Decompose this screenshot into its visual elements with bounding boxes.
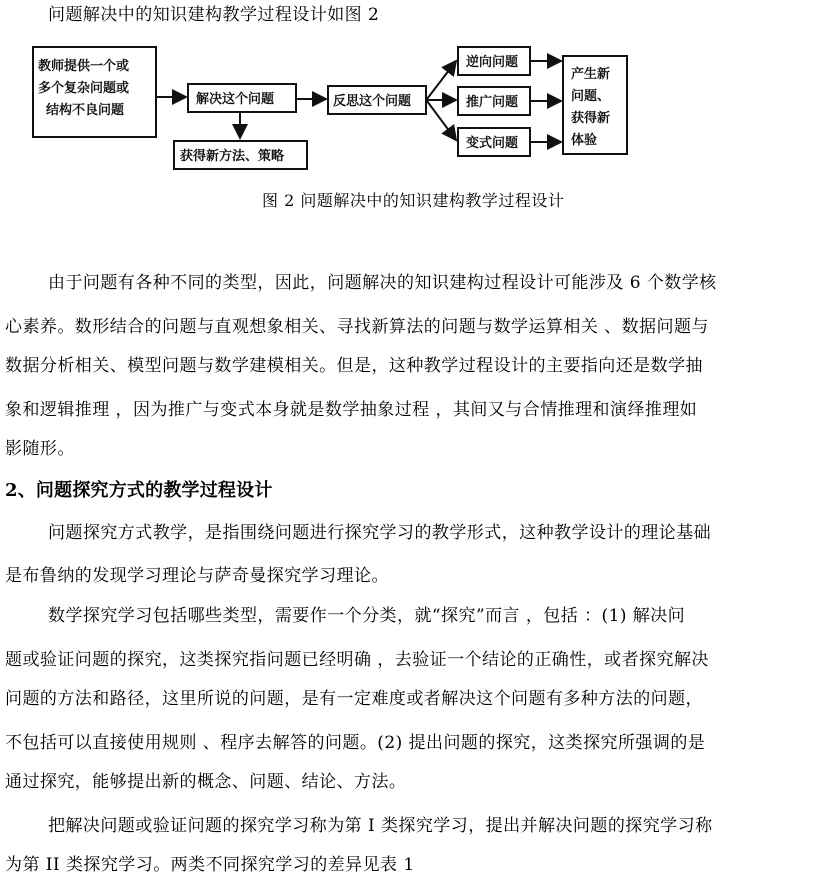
p4-line-2: 为第 II 类探究学习。两类不同探究学习的差异见表 1 [5, 855, 415, 875]
reflect-problem-label: 反思这个问题 [333, 94, 412, 109]
variant-problem-label: 变式问题 [466, 136, 519, 151]
p3-line-1: 数学探究学习包括哪些类型，需要作一个分类，就“探究”而言 ，包括 ：(1) 解决问 [48, 606, 686, 626]
p1-line-1: 由于问题有各种不同的类型，因此，问题解决的知识建构过程设计可能涉及 6 个数学核 [48, 273, 717, 293]
solve-problem-label: 解决这个问题 [196, 92, 275, 107]
p3-line-3: 问题的方法和路径，这里所说的问题，是有一定难度或者解决这个问题有多种方法的问题， [5, 689, 703, 709]
generalize-problem-label: 推广问题 [466, 95, 519, 110]
outcome-line-4: 体验 [571, 133, 598, 148]
teacher-box-line-1: 教师提供一个或 [38, 59, 130, 74]
flow-diagram [0, 0, 837, 190]
outcome-line-3: 获得新 [571, 111, 611, 126]
p3-line-4: 不包括可以直接使用规则 、程序去解答的问题。(2) 提出问题的探究，这类探究所强调的是 [5, 733, 706, 753]
new-method-label: 获得新方法、策略 [180, 149, 285, 164]
outcome-line-2: 问题、 [571, 89, 611, 104]
teacher-box-line-3: 结构不良问题 [46, 103, 125, 118]
p2-line-2: 是布鲁纳的发现学习理论与萨奇曼探究学习理论。 [5, 566, 389, 586]
section-heading: 2、问题探究方式的教学过程设计 [5, 480, 273, 501]
figure-caption: 图 2 问题解决中的知识建构教学过程设计 [262, 191, 565, 210]
p3-line-5: 通过探究，能够提出新的概念、问题、结论、方法。 [5, 772, 407, 792]
p4-line-1: 把解决问题或验证问题的探究学习称为第 I 类探究学习，提出并解决问题的探究学习称 [48, 816, 713, 836]
inverse-problem-label: 逆向问题 [466, 55, 519, 70]
p1-line-2: 心素养。数形结合的问题与直观想象相关、寻找新算法的问题与数学运算相关 、数据问题与 [5, 317, 709, 337]
p1-line-5: 影随形。 [5, 439, 75, 459]
p1-line-3: 数据分析相关、模型问题与数学建模相关。但是，这种教学过程设计的主要指向还是数学抽 [5, 356, 703, 376]
arrow-reflect-to-inverse [427, 61, 456, 99]
arrow-reflect-to-variant [427, 101, 456, 140]
p2-line-1: 问题探究方式教学，是指围绕问题进行探究学习的教学形式，这种教学设计的理论基础 [48, 523, 712, 543]
outcome-line-1: 产生新 [571, 67, 611, 82]
teacher-box-line-2: 多个复杂问题或 [38, 81, 130, 96]
p3-line-2: 题或验证问题的探究，这类探究指问题已经明确 ，去验证一个结论的正确性，或者探究解决 [5, 650, 709, 670]
intro-line: 问题解决中的知识建构教学过程设计如图 2 [48, 5, 380, 25]
p1-line-4: 象和逻辑推理 ，因为推广与变式本身就是数学抽象过程 ，其间又与合情推理和演绎推理如 [5, 400, 698, 420]
